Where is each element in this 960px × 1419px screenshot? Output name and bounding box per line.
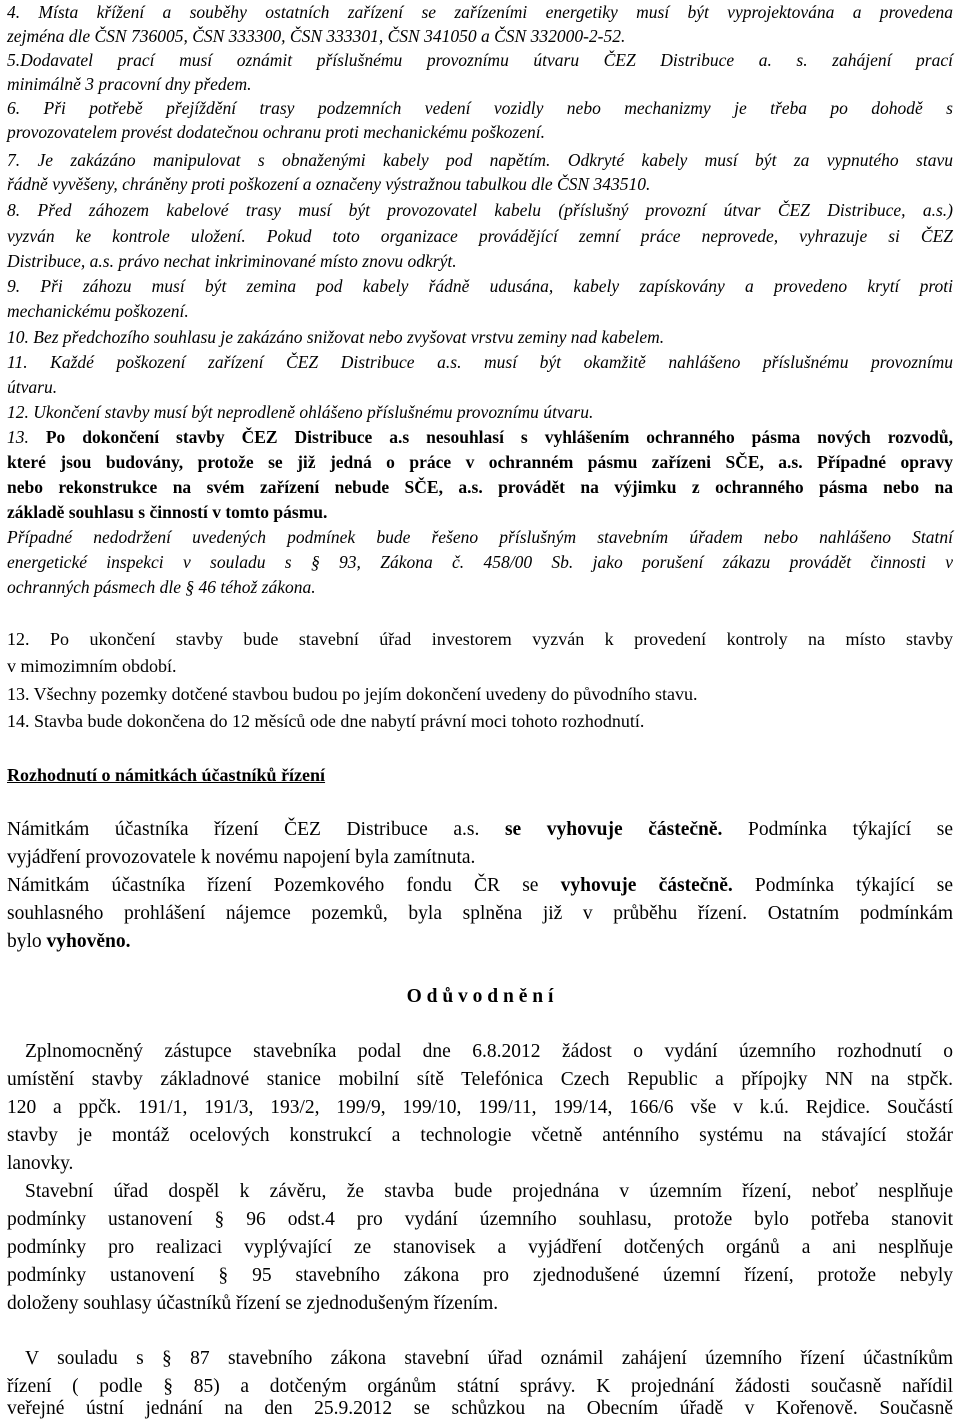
text-line: 9. Při záhozu musí být zemina pod kabely řádně udusána, kabely zapískovány a provedeno krytí proti <box>7 276 953 296</box>
text-line: 120 a ppčk. 191/1, 191/3, 193/2, 199/9, 199/10, 199/11, 199/14, 166/6 vše v k.ú. Rejdice. Součástí <box>7 1097 953 1118</box>
text-line: které jsou budovány, protože se již jedná o práce v ochranném pásmu zařízeni SČE, a.s. Případné opravy <box>7 452 953 472</box>
text-line <box>7 1349 953 1369</box>
section-sign <box>311 552 320 572</box>
bold-text: vyhověno. <box>46 931 131 952</box>
section-sign <box>162 1348 172 1369</box>
text-part: energetické inspekci v souladu s <box>7 552 311 572</box>
text-line: řádně vyvěšeny, chráněny proti poškození a označeny výstražnou tabulkou dle ČSN 343510. <box>7 174 651 194</box>
text-line <box>7 1377 953 1397</box>
text-line: 8. Před záhozem kabelové trasy musí být provozovatel kabelu (příslušný provozní útvar ČEZ Distribuce, a.s.) <box>7 200 953 220</box>
text-part: řízení ( podle <box>7 1376 164 1397</box>
text-part: Námitkám účastníka řízení ČEZ Distribuce a.s. <box>7 819 505 840</box>
text-part: Námitkám účastníka řízení Pozemkového fondu ČR se <box>7 875 561 896</box>
text-line: 4. Místa křížení a souběhy ostatních zařízení se zařízeními energetiky musí být vyprojektována a provedena <box>7 2 953 22</box>
text-line: Zplnomocněný zástupce stavebníka podal dne 6.8.2012 žádost o vydání územního rozhodnutí o <box>25 1041 953 1062</box>
text-line: souhlasného prohlášení nájemce pozemků, byla splněna již v průběhu řízení. Ostatním podmínkám <box>7 903 953 924</box>
text-line: 13. Všechny pozemky dotčené stavbou budou po jejím dokončení uvedeny do původního stavu. <box>7 684 698 704</box>
text-line <box>7 554 953 572</box>
text-line: 7. Je zakázáno manipulovat s obnaženými kabely pod napětím. Odkryté kabely musí být za vypnutého stavu <box>7 150 953 170</box>
text-part: podmínky ustanovení <box>7 1265 219 1286</box>
text-line: lanovky. <box>7 1153 74 1174</box>
section-sign <box>163 1376 173 1397</box>
text-line <box>7 876 953 896</box>
text-line: 5.Dodavatel prací musí oznámit příslušnému provoznímu útvaru ČEZ Distribuce a. s. zahájení prací <box>7 50 953 70</box>
text-part: 95 stavebního zákona pro zjednodušené územní řízení, protože nebyly <box>228 1265 953 1286</box>
text-part: ochranných pásmech dle <box>7 577 186 597</box>
text-line: 11. Každé poškození zařízení ČEZ Distribuce a.s. musí být okamžitě nahlášeno příslušnému provoznímu <box>7 352 953 372</box>
text-part: podmínky ustanovení <box>7 1209 215 1230</box>
text-line: stavby je montáž ocelových konstrukcí a technologie včetně anténního systému na stávající stožár <box>7 1125 953 1146</box>
text-line: minimálně 3 pracovní dny předem. <box>7 74 252 94</box>
section-sign <box>218 1265 228 1286</box>
text-line: provozovatelem provést dodatečnou ochranu proti mechanickému poškození. <box>7 122 545 142</box>
bold-text: Po dokončení stavby ČEZ Distribuce a.s nesouhlasí s vyhlášením ochranného pásma nových rozvodů, <box>45 427 954 447</box>
text-line <box>7 820 953 840</box>
text-line: vyzván ke kontrole uložení. Pokud toto organizace provádějící zemní práce neprovede, vyhrazuje si ČEZ <box>7 226 953 246</box>
text-part: 85) a dotčeným orgánům státní správy. K projednání žádosti současně nařídil <box>173 1376 953 1397</box>
bold-text: vyhovuje částečně. <box>560 875 733 896</box>
text-line: umístění stavby základnové stanice mobilní sítě Telefónica Czech Republic a přípojky NN na stpčk. <box>7 1069 953 1090</box>
text-line: Stavební úřad dospěl k závěru, že stavba bude projednána v územním řízení, neboť nesplňuje <box>25 1181 953 1202</box>
section-sign <box>185 577 194 597</box>
text-line: 12. Ukončení stavby musí být neprodleně ohlášeno příslušnému provoznímu útvaru. <box>7 402 594 422</box>
text-line: vyjádření provozovatele k novému napojení byla zamítnuta. <box>7 847 476 868</box>
text-line <box>7 1210 953 1230</box>
text-line: Případné nedodržení uvedených podmínek bude řešeno příslušným stavebním úřadem nebo nahlášeno Statní <box>7 527 953 547</box>
text-line: v mimozimním období. <box>7 656 177 676</box>
text-line <box>7 932 953 952</box>
text-line: 6. Při potřebě přejíždění trasy podzemních vedení vozidly nebo mechanizmy je třeba po dohodě s <box>7 98 953 118</box>
text-line: nebo rekonstrukce na svém zařízení nebude SČE, a.s. provádět na výjimku z ochranného pásma nebo na <box>7 477 953 497</box>
section-sign <box>215 1209 225 1230</box>
text-line <box>7 1266 953 1286</box>
section-heading: O d ů v o d n ě n í <box>406 986 554 1007</box>
text-part: Podmínka týkající se <box>732 875 953 896</box>
text-part: bylo <box>7 931 47 952</box>
text-line: veřejné ústní jednání na den 25.9.2012 se schůzkou na Obecním úřadě v Kořenově. Současně <box>7 1398 953 1419</box>
text-line: doloženy souhlasy účastníků řízení se zjednodušeným řízením. <box>7 1293 499 1314</box>
text-part: 96 odst.4 pro vydání územního souhlasu, protože bylo potřeba stanovit <box>224 1209 954 1230</box>
text-part: Podmínka týkající se <box>722 819 953 840</box>
text-part: 46 téhož zákona. <box>194 577 316 597</box>
item-number: 13. <box>7 427 46 447</box>
bold-text: se vyhovuje částečně. <box>504 819 723 840</box>
text-line: útvaru. <box>7 377 58 397</box>
text-line: 12. Po ukončení stavby bude stavební úřad investorem vyzván k provedení kontroly na místo stavby <box>7 629 953 649</box>
text-line: mechanickému poškození. <box>7 301 189 321</box>
text-line: základě souhlasu s činností v tomto pásmu. <box>7 502 328 522</box>
text-line: Distribuce, a.s. právo nechat inkriminované místo znovu odkrýt. <box>7 251 457 271</box>
text-line: 14. Stavba bude dokončena do 12 měsíců ode dne nabytí právní moci tohoto rozhodnutí. <box>7 711 645 731</box>
text-part: V souladu s <box>25 1348 163 1369</box>
text-line: podmínky pro realizaci vyplývající ze stanovisek a vyjádření dotčených orgánů a ani nesplňuje <box>7 1237 953 1258</box>
text-line <box>7 579 953 597</box>
text-line <box>7 429 953 447</box>
text-part: 93, Zákona č. 458/00 Sb. jako porušení zákazu provádět činnosti v <box>319 552 953 572</box>
text-part: 87 stavebního zákona stavební úřad oznámil zahájení územního řízení účastníkům <box>171 1348 953 1369</box>
section-heading: Rozhodnutí o námitkách účastníků řízení <box>7 765 326 785</box>
text-line: 10. Bez předchozího souhlasu je zakázáno snižovat nebo zvyšovat vrstvu zeminy nad kabelem. <box>7 327 665 347</box>
text-line: zejména dle ČSN 736005, ČSN 333300, ČSN 333301, ČSN 341050 a ČSN 332000-2-52. <box>7 26 626 46</box>
